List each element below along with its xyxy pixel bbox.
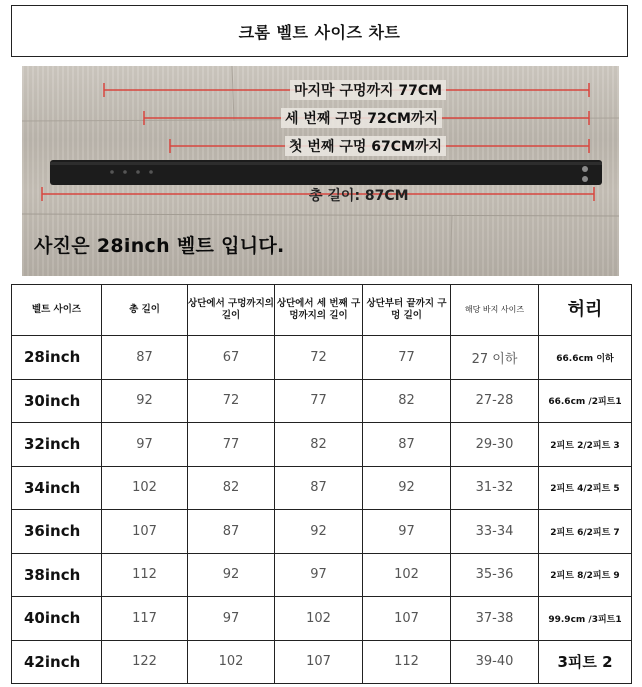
cell-top-to-end-hole: 82	[363, 379, 451, 423]
cell-waist: 2피트 6/2피트 7	[539, 510, 632, 554]
cell-belt-size: 32inch	[12, 423, 102, 467]
cell-top-to-hole: 72	[188, 379, 275, 423]
cell-waist: 2피트 4/2피트 5	[539, 466, 632, 510]
cell-pants-size: 39-40	[451, 640, 539, 684]
cell-top-to-end-hole: 102	[363, 553, 451, 597]
header-belt-size: 벨트 사이즈	[12, 285, 102, 336]
cell-total-length: 97	[102, 423, 188, 467]
cell-pants-size: 27 이하	[451, 336, 539, 380]
table-row	[12, 640, 632, 684]
table-row	[12, 423, 632, 467]
cell-pants-size: 33-34	[451, 510, 539, 554]
cell-waist: 66.6cm /2피트1	[539, 379, 632, 423]
cell-waist: 99.9cm /3피트1	[539, 597, 632, 641]
cell-top-to-third-hole: 97	[275, 553, 363, 597]
cell-top-to-hole: 87	[188, 510, 275, 554]
cell-top-to-third-hole: 102	[275, 597, 363, 641]
cell-total-length: 112	[102, 553, 188, 597]
cell-pants-size: 31-32	[451, 466, 539, 510]
cell-top-to-third-hole: 72	[275, 336, 363, 380]
cell-total-length: 117	[102, 597, 188, 641]
cell-waist: 2피트 8/2피트 9	[539, 553, 632, 597]
belt-rivet	[582, 176, 588, 182]
header-top-to-end-hole: 상단부터 끝까지 구멍 길이	[363, 285, 451, 336]
title-box	[11, 5, 628, 57]
table-row	[12, 336, 632, 380]
cell-top-to-end-hole: 87	[363, 423, 451, 467]
page-title: 크롬 벨트 사이즈 차트	[238, 22, 401, 42]
cell-waist: 3피트 2	[539, 640, 632, 684]
cell-top-to-end-hole: 92	[363, 466, 451, 510]
cell-top-to-third-hole: 87	[275, 466, 363, 510]
cell-belt-size: 36inch	[12, 510, 102, 554]
cell-belt-size: 40inch	[12, 597, 102, 641]
annotation-first-hole: 첫 번째 구멍 67CM까지	[285, 136, 446, 156]
belt-rivet	[582, 166, 588, 172]
cell-top-to-hole: 82	[188, 466, 275, 510]
cell-total-length: 122	[102, 640, 188, 684]
cell-pants-size: 29-30	[451, 423, 539, 467]
table-row	[12, 597, 632, 641]
cell-pants-size: 27-28	[451, 379, 539, 423]
cell-top-to-end-hole: 97	[363, 510, 451, 554]
table-row	[12, 553, 632, 597]
size-table	[11, 284, 632, 684]
cell-total-length: 102	[102, 466, 188, 510]
cell-top-to-hole: 102	[188, 640, 275, 684]
belt-photo	[22, 66, 619, 276]
cell-belt-size: 28inch	[12, 336, 102, 380]
cell-waist: 66.6cm 이하	[539, 336, 632, 380]
plank-seam	[450, 216, 452, 276]
header-top-to-third-hole: 상단에서 세 번째 구멍까지의 길이	[275, 285, 363, 336]
table-row	[12, 379, 632, 423]
cell-belt-size: 34inch	[12, 466, 102, 510]
table-header-row	[12, 285, 632, 336]
cell-total-length: 107	[102, 510, 188, 554]
cell-belt-size: 38inch	[12, 553, 102, 597]
table-row	[12, 510, 632, 554]
belt-hole	[136, 170, 140, 174]
annotation-third-hole: 세 번째 구멍 72CM까지	[281, 108, 442, 128]
annotation-last-hole: 마지막 구멍까지 77CM	[290, 80, 446, 100]
belt-hole	[149, 170, 153, 174]
plank-seam	[232, 66, 234, 121]
cell-top-to-end-hole: 112	[363, 640, 451, 684]
cell-pants-size: 35-36	[451, 553, 539, 597]
plank-seam	[22, 214, 619, 216]
cell-top-to-third-hole: 82	[275, 423, 363, 467]
cell-belt-size: 42inch	[12, 640, 102, 684]
cell-top-to-third-hole: 77	[275, 379, 363, 423]
cell-total-length: 92	[102, 379, 188, 423]
belt-highlight	[50, 162, 602, 165]
cell-total-length: 87	[102, 336, 188, 380]
cell-top-to-hole: 97	[188, 597, 275, 641]
belt-hole	[123, 170, 127, 174]
cell-top-to-end-hole: 107	[363, 597, 451, 641]
cell-top-to-third-hole: 92	[275, 510, 363, 554]
header-pants-size: 해당 바지 사이즈	[451, 285, 539, 336]
cell-pants-size: 37-38	[451, 597, 539, 641]
photo-caption: 사진은 28inch 벨트 입니다.	[34, 235, 285, 257]
cell-top-to-hole: 77	[188, 423, 275, 467]
cell-belt-size: 30inch	[12, 379, 102, 423]
table-row	[12, 466, 632, 510]
header-waist: 허리	[539, 285, 632, 336]
cell-top-to-hole: 67	[188, 336, 275, 380]
annotation-total-length: 총 길이: 87CM	[309, 188, 409, 204]
cell-top-to-end-hole: 77	[363, 336, 451, 380]
cell-waist: 2피트 2/2피트 3	[539, 423, 632, 467]
header-top-to-hole: 상단에서 구멍까지의 길이	[188, 285, 275, 336]
belt-hole	[110, 170, 114, 174]
cell-top-to-third-hole: 107	[275, 640, 363, 684]
cell-top-to-hole: 92	[188, 553, 275, 597]
header-total-length: 총 길이	[102, 285, 188, 336]
